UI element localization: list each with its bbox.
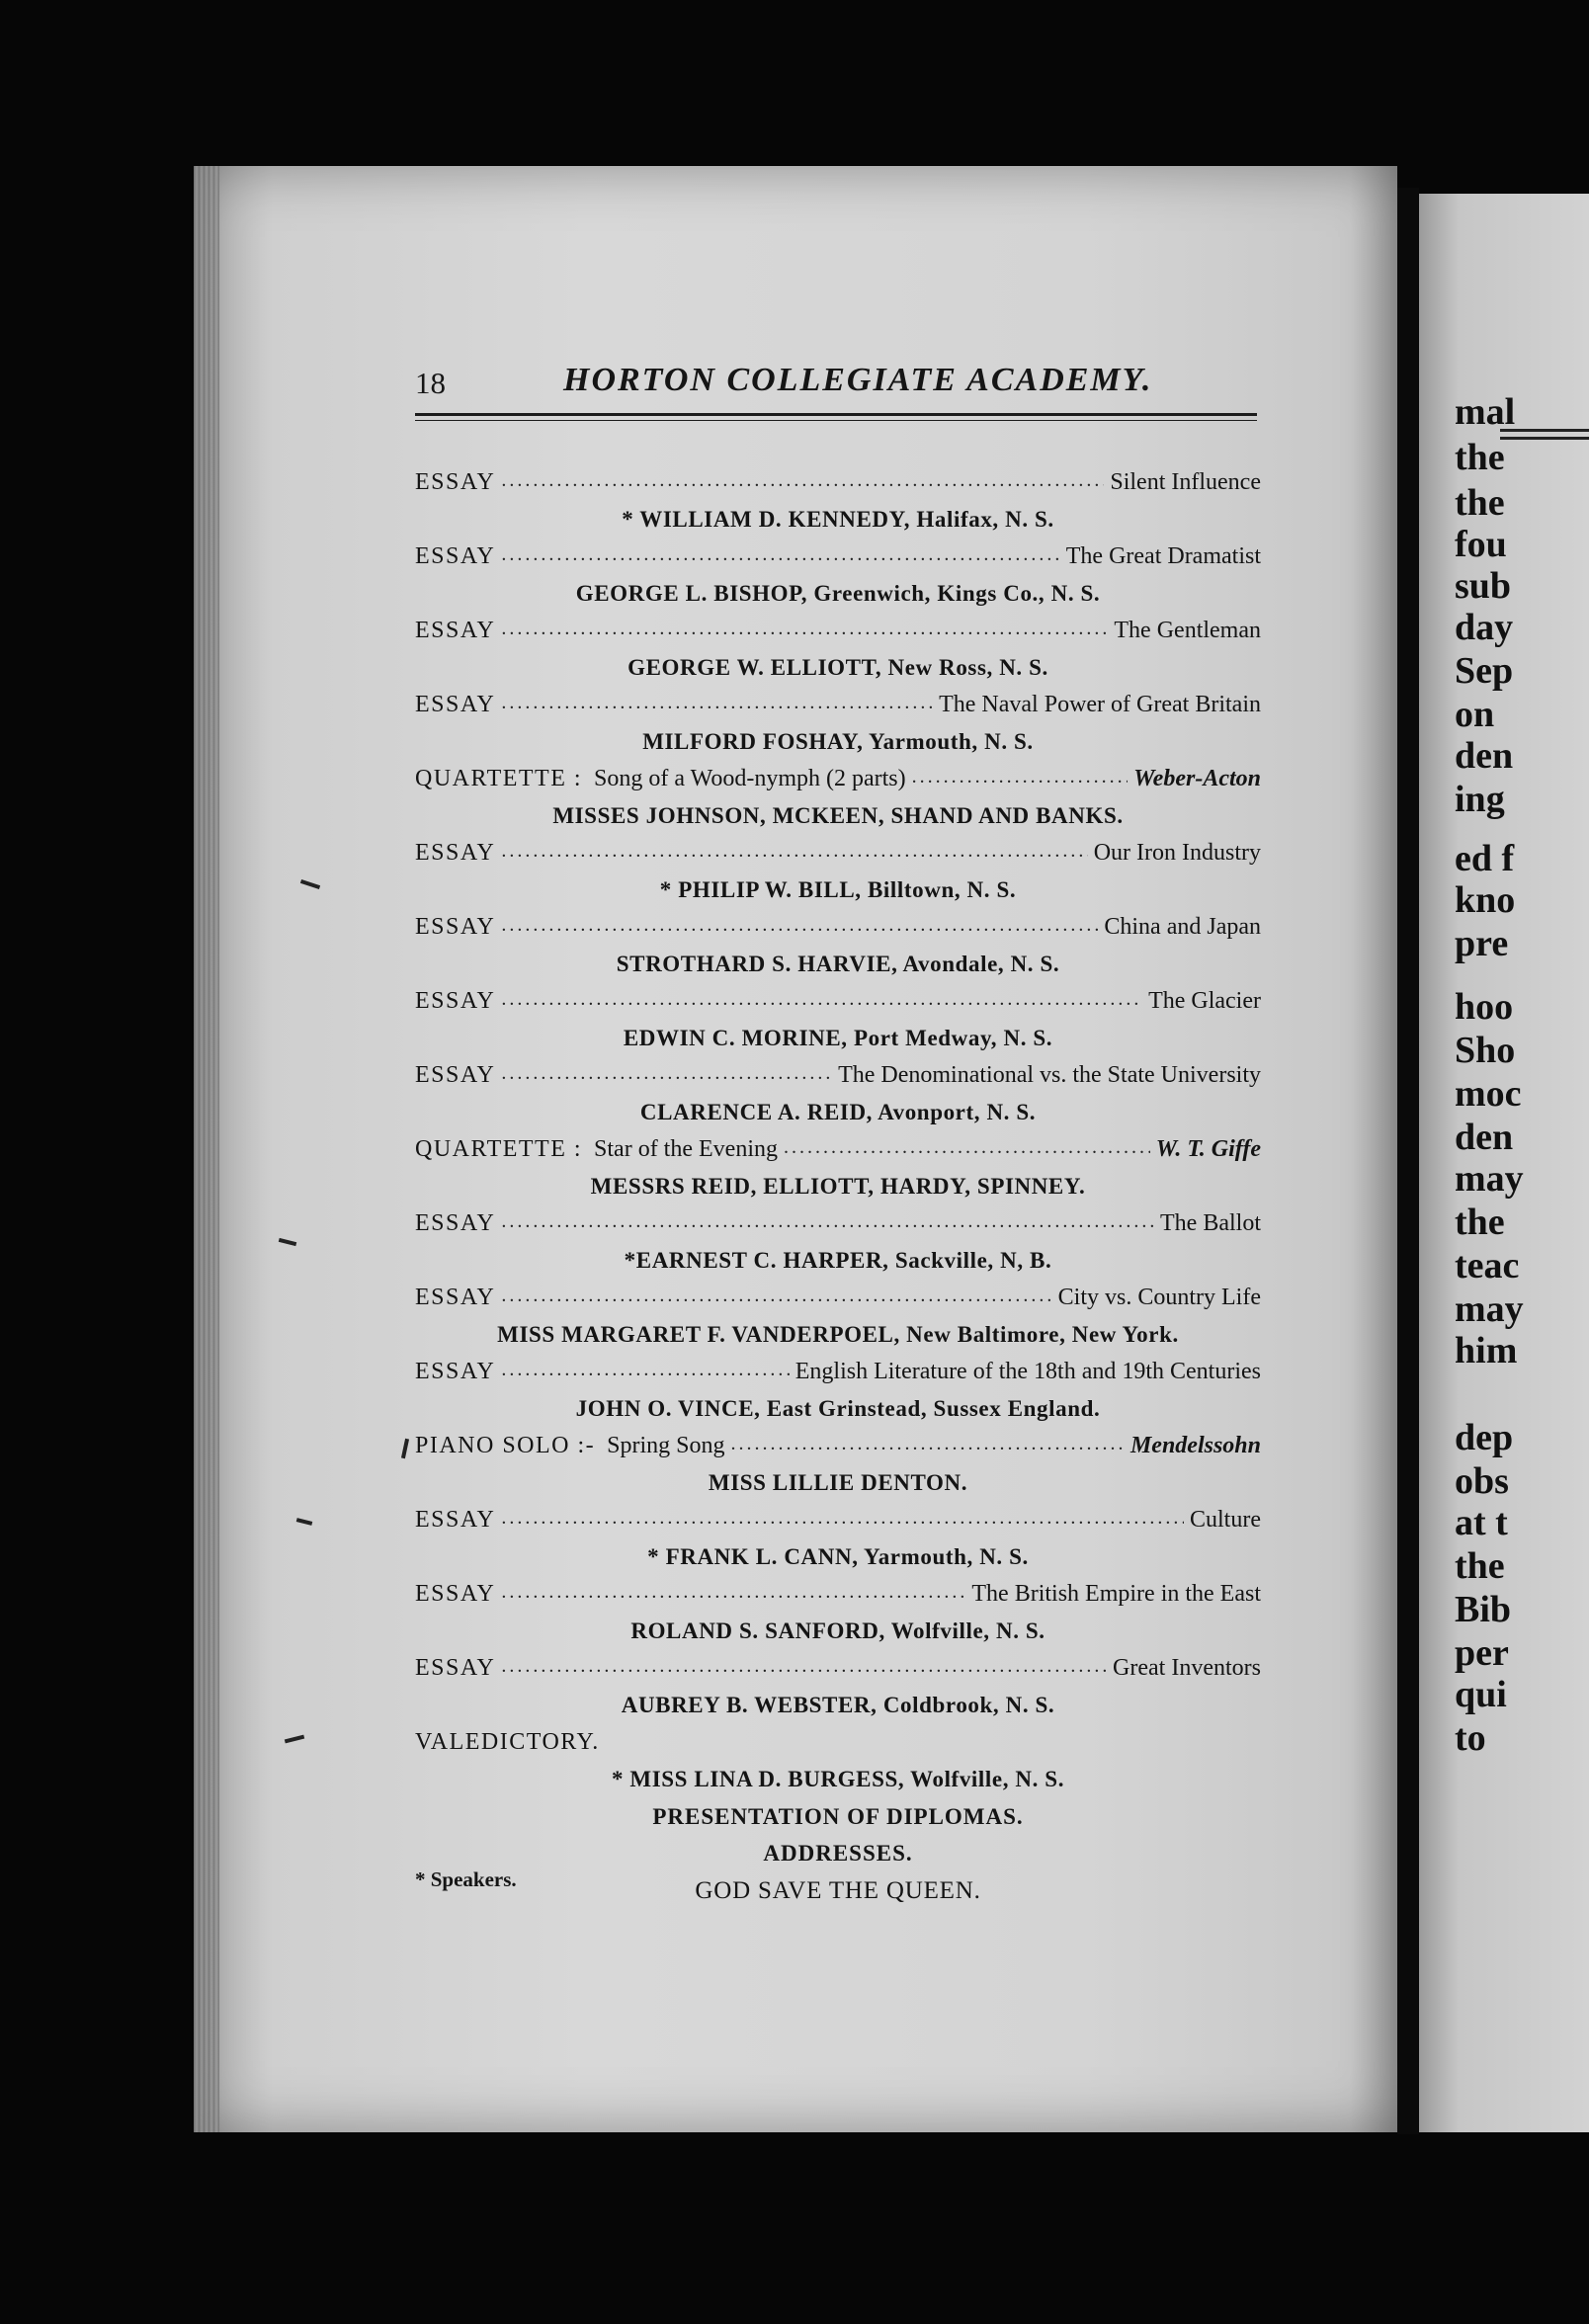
facing-page-rule	[1500, 437, 1589, 440]
addresses: ADDRESSES.	[763, 1841, 913, 1867]
programme-item	[415, 1650, 1261, 1688]
item-kind: ESSAY	[415, 988, 496, 1015]
programme-item	[415, 613, 1261, 650]
item-speaker: CLARENCE A. REID, Avonport, N. S.	[639, 1100, 1037, 1125]
leader-dots	[501, 1581, 965, 1604]
item-kind: ESSAY	[415, 469, 496, 496]
item-composer: Weber-Acton	[1133, 766, 1261, 792]
valedictory-label: VALEDICTORY.	[415, 1729, 600, 1756]
programme-item	[415, 761, 1261, 798]
item-kind: PIANO SOLO :-	[415, 1433, 596, 1459]
item-title: The British Empire in the East	[971, 1581, 1261, 1608]
item-title: Great Inventors	[1113, 1655, 1261, 1682]
leader-dots	[501, 1655, 1107, 1678]
item-title: The Great Dramatist	[1065, 543, 1261, 570]
item-kind: ESSAY	[415, 692, 496, 718]
item-title: The Ballot	[1160, 1210, 1261, 1237]
programme-item	[415, 1354, 1261, 1391]
facing-word: him	[1455, 1330, 1518, 1371]
programme-item	[415, 1502, 1261, 1539]
facing-word: may	[1455, 1288, 1524, 1330]
presentation-of-diplomas: PRESENTATION OF DIPLOMAS.	[652, 1803, 1024, 1829]
item-kind: QUARTETTE :	[415, 1136, 583, 1163]
item-kind: ESSAY	[415, 914, 496, 941]
facing-word: to	[1455, 1717, 1486, 1759]
programme-item	[415, 539, 1261, 576]
item-title: English Literature of the 18th and 19th Centuries	[794, 1359, 1261, 1385]
item-piece: Star of the Evening	[594, 1136, 778, 1163]
item-speaker: * PHILIP W. BILL, Billtown, N. S.	[659, 877, 1017, 903]
leader-dots	[784, 1136, 1150, 1159]
programme-item	[415, 1280, 1261, 1317]
facing-word: den	[1455, 1117, 1514, 1158]
item-title: The Denominational vs. the State University	[838, 1062, 1261, 1089]
facing-word: ed f	[1455, 838, 1515, 879]
item-speaker: *EARNEST C. HARPER, Sackville, N, B.	[624, 1248, 1052, 1274]
facing-word: ing	[1455, 779, 1505, 820]
item-composer: Mendelssohn	[1129, 1433, 1261, 1459]
facing-page	[1419, 194, 1589, 2132]
leader-dots	[501, 988, 1142, 1011]
running-title: HORTON COLLEGIATE ACADEMY.	[563, 362, 1153, 398]
programme-item	[415, 464, 1261, 502]
facing-word: teac	[1455, 1245, 1520, 1286]
item-speaker: AUBREY B. WEBSTER, Coldbrook, N. S.	[621, 1693, 1055, 1718]
item-speaker: MISSES JOHNSON, MCKEEN, SHAND AND BANKS.	[552, 803, 1124, 829]
programme-item	[415, 1131, 1261, 1169]
leader-dots	[501, 692, 933, 714]
facing-word: Sep	[1455, 650, 1514, 692]
facing-word: moc	[1455, 1073, 1522, 1115]
facing-word: on	[1455, 694, 1495, 735]
leader-dots	[912, 766, 1129, 788]
facing-word: the	[1455, 1545, 1505, 1587]
facing-word: the	[1455, 1202, 1505, 1243]
leader-dots	[501, 1507, 1184, 1530]
anthem: GOD SAVE THE QUEEN.	[695, 1876, 981, 1904]
facing-word: at t	[1455, 1502, 1508, 1543]
programme-item	[415, 1428, 1261, 1465]
item-speaker: * WILLIAM D. KENNEDY, Halifax, N. S.	[622, 507, 1054, 533]
item-speaker: ROLAND S. SANFORD, Wolfville, N. S.	[630, 1618, 1045, 1644]
leader-dots	[501, 840, 1087, 863]
programme-item	[415, 1576, 1261, 1614]
facing-word: the	[1455, 482, 1505, 524]
facing-word: den	[1455, 735, 1514, 777]
item-kind: ESSAY	[415, 1581, 496, 1608]
facing-word: dep	[1455, 1417, 1514, 1458]
item-speaker: GEORGE W. ELLIOTT, New Ross, N. S.	[627, 655, 1048, 681]
item-kind: ESSAY	[415, 1359, 496, 1385]
programme-item	[415, 1057, 1261, 1095]
item-kind: ESSAY	[415, 543, 496, 570]
item-title: Silent Influence	[1110, 469, 1261, 496]
facing-word: pre	[1455, 923, 1509, 964]
facing-word: the	[1455, 437, 1505, 478]
leader-dots	[501, 1285, 1051, 1307]
running-head	[415, 362, 1265, 405]
programme-list	[415, 464, 1261, 1910]
item-kind: ESSAY	[415, 618, 496, 644]
facing-word: fou	[1455, 524, 1507, 565]
item-kind: ESSAY	[415, 1062, 496, 1089]
item-kind: ESSAY	[415, 840, 496, 867]
facing-word: Bib	[1455, 1589, 1512, 1630]
item-title: City vs. Country Life	[1057, 1285, 1261, 1311]
leader-dots	[501, 1210, 1154, 1233]
item-speaker: MESSRS REID, ELLIOTT, HARDY, SPINNEY.	[590, 1174, 1086, 1200]
item-composer: W. T. Giffe	[1155, 1136, 1261, 1163]
facing-word: sub	[1455, 565, 1512, 607]
header-rule	[415, 413, 1257, 416]
item-kind: QUARTETTE :	[415, 766, 583, 792]
programme-item	[415, 983, 1261, 1021]
programme-item	[415, 909, 1261, 947]
facing-word: Sho	[1455, 1030, 1516, 1071]
header-rule-thin	[415, 420, 1257, 421]
item-title: The Glacier	[1148, 988, 1261, 1015]
item-speaker: EDWIN C. MORINE, Port Medway, N. S.	[623, 1026, 1053, 1051]
page-number: 18	[415, 366, 446, 400]
item-speaker: MISS MARGARET F. VANDERPOEL, New Baltimore, New York.	[497, 1322, 1179, 1348]
programme-item	[415, 835, 1261, 872]
facing-word: day	[1455, 607, 1514, 648]
page-edge	[194, 166, 219, 2132]
programme-item	[415, 1205, 1261, 1243]
item-kind: ESSAY	[415, 1507, 496, 1534]
item-title: Our Iron Industry	[1093, 840, 1261, 867]
facing-word: qui	[1455, 1674, 1507, 1715]
leader-dots	[501, 914, 1098, 937]
facing-word: obs	[1455, 1460, 1509, 1502]
facing-word: mal	[1455, 391, 1516, 433]
item-title: The Naval Power of Great Britain	[939, 692, 1261, 718]
leader-dots	[731, 1433, 1125, 1455]
facing-word: hoo	[1455, 986, 1514, 1028]
leader-dots	[501, 618, 1108, 640]
item-title: China and Japan	[1104, 914, 1261, 941]
item-kind: ESSAY	[415, 1210, 496, 1237]
item-speaker: * FRANK L. CANN, Yarmouth, N. S.	[647, 1544, 1029, 1570]
valedictory-speaker: * MISS LINA D. BURGESS, Wolfville, N. S.	[611, 1767, 1065, 1792]
facing-word: per	[1455, 1632, 1509, 1674]
item-speaker: JOHN O. VINCE, East Grinstead, Sussex England.	[575, 1396, 1101, 1422]
item-piece: Spring Song	[607, 1433, 725, 1459]
facing-word: kno	[1455, 879, 1516, 921]
item-title: The Gentleman	[1114, 618, 1261, 644]
item-speaker: MILFORD FOSHAY, Yarmouth, N. S.	[642, 729, 1034, 755]
item-piece: Song of a Wood-nymph (2 parts)	[594, 766, 906, 792]
item-kind: ESSAY	[415, 1285, 496, 1311]
book-gutter	[1397, 188, 1419, 2134]
leader-dots	[501, 543, 1059, 566]
leader-dots	[501, 1359, 789, 1381]
item-speaker: MISS LILLIE DENTON.	[708, 1470, 968, 1496]
leader-dots	[501, 469, 1104, 492]
programme-item	[415, 687, 1261, 724]
item-speaker: GEORGE L. BISHOP, Greenwich, Kings Co., N. S.	[575, 581, 1101, 607]
footnote: * Speakers.	[415, 1868, 517, 1891]
item-speaker: STROTHARD S. HARVIE, Avondale, N. S.	[616, 952, 1060, 977]
leader-dots	[501, 1062, 832, 1085]
facing-word: may	[1455, 1158, 1524, 1200]
item-title: Culture	[1190, 1507, 1261, 1534]
item-kind: ESSAY	[415, 1655, 496, 1682]
